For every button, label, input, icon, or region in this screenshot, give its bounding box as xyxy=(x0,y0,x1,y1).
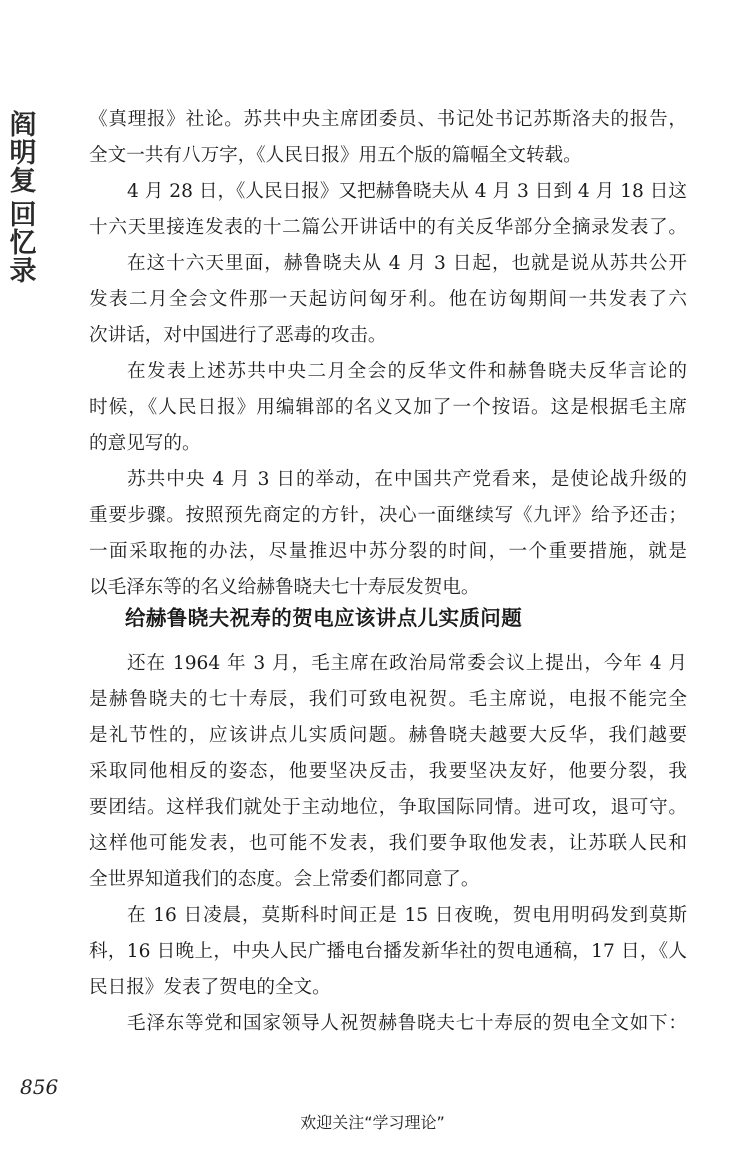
text-line: 在发表上述苏共中央二月全会的反华文件和赫鲁晓夫反华言论的 xyxy=(127,361,687,382)
book-title-char: 忆 xyxy=(9,228,37,259)
book-title-char: 阎 xyxy=(9,110,37,141)
text-line: 苏共中央 4 月 3 日的举动，在中国共产党看来，是使论战升级的 xyxy=(127,469,687,490)
text-line: 全世界知道我们的态度。会上常委们都同意了。 xyxy=(89,869,480,890)
text-line: 这样他可能发表，也可能不发表，我们要争取他发表，让苏联人民和 xyxy=(89,833,687,854)
book-title-vertical xyxy=(6,112,40,286)
text-line: 毛泽东等党和国家领导人祝贺赫鲁晓夫七十寿辰的贺电全文如下： xyxy=(127,1013,687,1034)
text-line: 在 16 日凌晨，莫斯科时间正是 15 日夜晚，贺电用明码发到莫斯 xyxy=(127,905,687,926)
text-line: 以毛泽东等的名义给赫鲁晓夫七十寿辰发贺电。 xyxy=(89,577,480,598)
book-title-char: 复 xyxy=(9,166,37,197)
text-line: 民日报》发表了贺电的全文。 xyxy=(89,977,331,998)
text-line: 全文一共有八万字，《人民日报》用五个版的篇幅全文转载。 xyxy=(89,145,582,166)
text-line: 重要步骤。按照预先商定的方针，决心一面继续写《九评》给予还击； xyxy=(89,505,687,526)
text-line: 在这十六天里面，赫鲁晓夫从 4 月 3 日起，也就是说从苏共公开 xyxy=(127,253,687,274)
section-heading: 给赫鲁晓夫祝寿的贺电应该讲点儿实质问题 xyxy=(125,606,523,630)
book-title-char: 回 xyxy=(9,200,37,231)
text-line: 4 月 28 日，《人民日报》又把赫鲁晓夫从 4 月 3 日到 4 月 18 日这 xyxy=(127,181,687,202)
text-line: 科，16 日晚上，中央人民广播电台播发新华社的贺电通稿，17 日，《人 xyxy=(89,941,687,962)
text-line: 还在 1964 年 3 月，毛主席在政治局常委会议上提出，今年 4 月 xyxy=(127,653,687,674)
text-line: 《真理报》社论。苏共中央主席团委员、书记处书记苏斯洛夫的报告， xyxy=(89,109,687,130)
text-line: 次讲话，对中国进行了恶毒的攻击。 xyxy=(89,325,387,346)
body-text-lower xyxy=(89,646,687,1042)
text-line: 十六天里接连发表的十二篇公开讲话中的有关反华部分全摘录发表了。 xyxy=(89,217,687,238)
footer-note: 欢迎关注“学习理论” xyxy=(300,1113,445,1132)
page-number: 856 xyxy=(20,1075,59,1099)
text-line: 一面采取拖的办法，尽量推迟中苏分裂的时间，一个重要措施，就是 xyxy=(89,541,687,562)
text-line: 发表二月全会文件那一天起访问匈牙利。他在访匈期间一共发表了六 xyxy=(89,289,687,310)
book-title-char: 明 xyxy=(9,138,37,169)
book-title-char: 录 xyxy=(9,256,37,287)
text-line: 的意见写的。 xyxy=(89,433,201,454)
text-line: 是赫鲁晓夫的七十寿辰，我们可致电祝贺。毛主席说，电报不能完全 xyxy=(89,689,687,710)
text-line: 要团结。这样我们就处于主动地位，争取国际同情。进可攻，退可守。 xyxy=(89,797,687,818)
text-line: 是礼节性的，应该讲点儿实质问题。赫鲁晓夫越要大反华，我们越要 xyxy=(89,725,687,746)
text-line: 时候，《人民日报》用编辑部的名义又加了一个按语。这是根据毛主席 xyxy=(89,397,687,418)
body-text-upper xyxy=(89,102,687,606)
text-line: 采取同他相反的姿态，他要坚决反击，我要坚决友好，他要分裂，我 xyxy=(89,761,687,782)
